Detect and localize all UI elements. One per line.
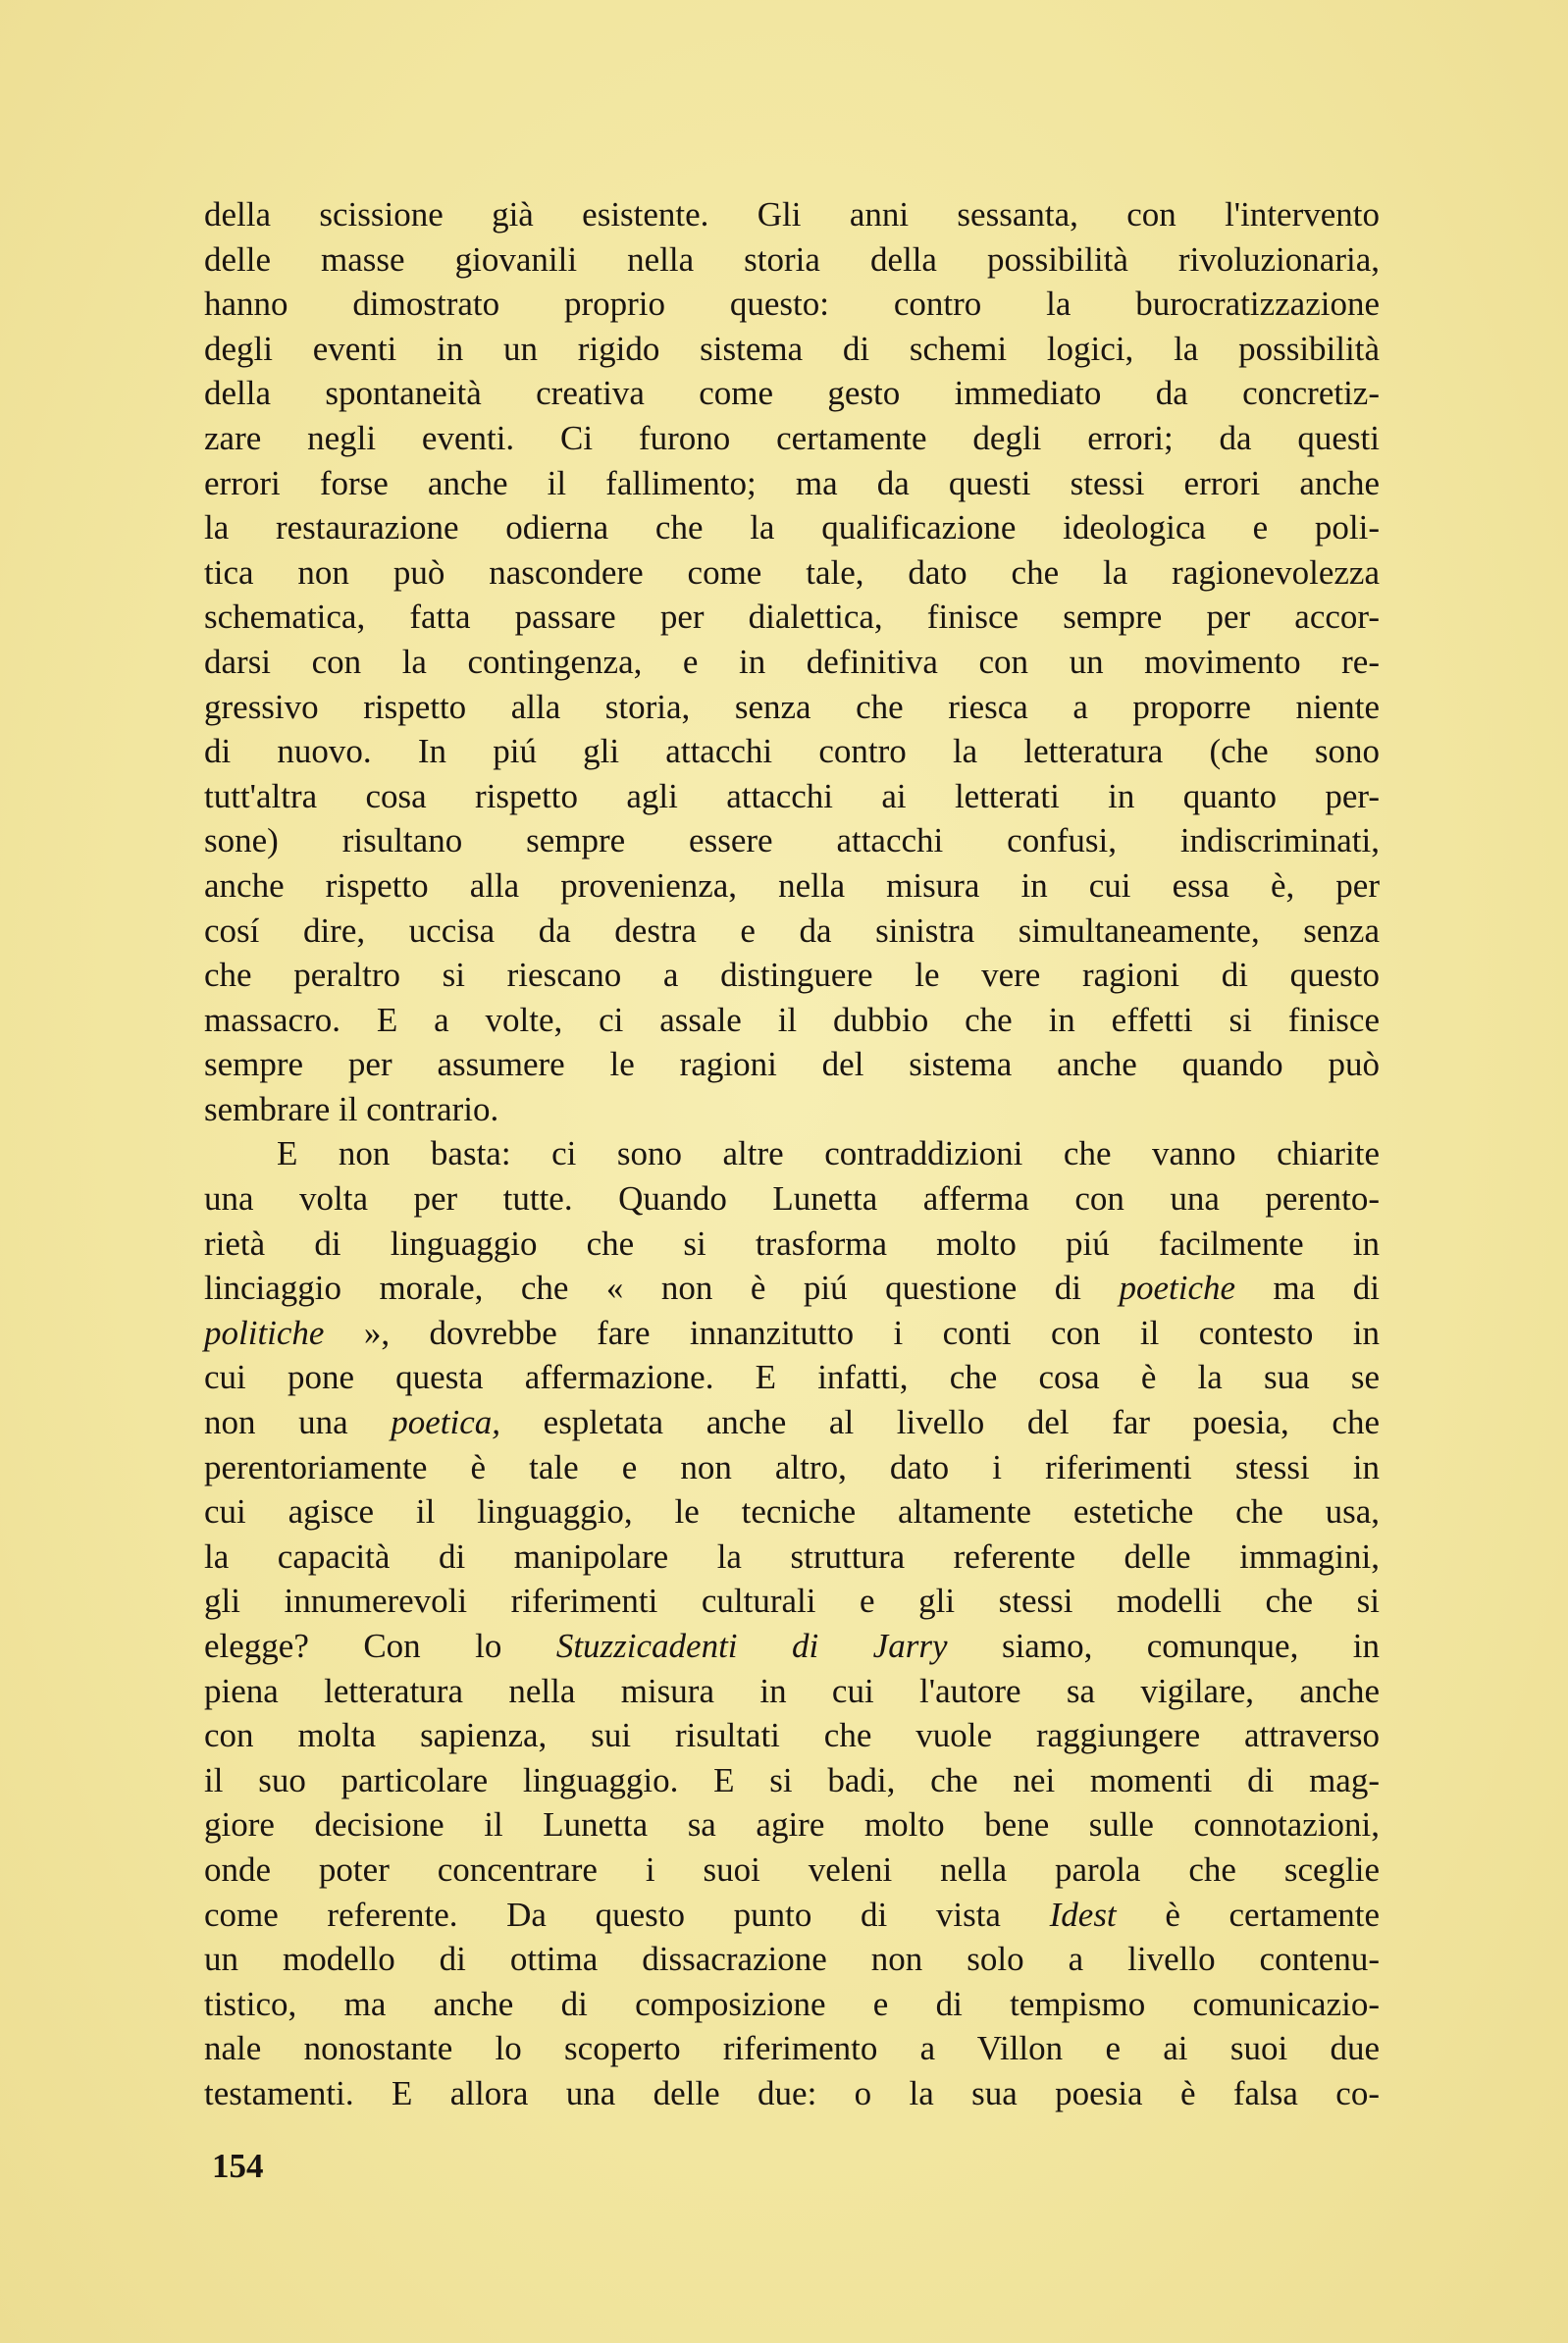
text-segment: linciaggio morale, che « non è piú questione di bbox=[204, 1269, 1120, 1308]
text-line: sone) risultano sempre essere attacchi confusi, indiscriminati, bbox=[204, 821, 1380, 860]
text-line bbox=[204, 1266, 1380, 1311]
text-line: tistico, ma anche di composizione e di tempismo comunicazio- bbox=[204, 1984, 1380, 2023]
italic-term: poetica, bbox=[391, 1403, 501, 1442]
text-line: hanno dimostrato proprio questo: contro la burocratizzazione bbox=[204, 285, 1380, 324]
text-line: con molta sapienza, sui risultati che vuole raggiungere attraverso bbox=[204, 1716, 1380, 1755]
text-line: tica non può nascondere come tale, dato che la ragionevolezza bbox=[204, 552, 1380, 592]
text-segment: è certamente bbox=[1116, 1895, 1380, 1934]
text-line: rietà di linguaggio che si trasforma molto piú facilmente in bbox=[204, 1224, 1380, 1263]
text-segment: espletata anche al livello del far poesia, che bbox=[500, 1403, 1380, 1442]
text-line: nale nonostante lo scoperto riferimento a Villon e ai suoi due bbox=[204, 2029, 1380, 2068]
italic-title: Stuzzicadenti di Jarry bbox=[555, 1627, 948, 1665]
text-line: piena letteratura nella misura in cui l'autore sa vigilare, anche bbox=[204, 1671, 1380, 1710]
text-segment: elegge? Con lo bbox=[204, 1627, 556, 1665]
text-line: il suo particolare linguaggio. E si badi, che nei momenti di mag- bbox=[204, 1760, 1380, 1799]
text-line: schematica, fatta passare per dialettica, finisce sempre per accor- bbox=[204, 598, 1380, 637]
text-line: un modello di ottima dissacrazione non solo a livello contenu- bbox=[204, 1940, 1380, 1979]
text-segment: », dovrebbe fare innanzitutto i conti con il contesto in bbox=[324, 1313, 1380, 1352]
italic-term: poetiche bbox=[1119, 1269, 1236, 1308]
text-line: sembrare il contrario. bbox=[204, 1089, 499, 1128]
text-line: la capacità di manipolare la struttura referente delle immagini, bbox=[204, 1536, 1380, 1576]
italic-term: politiche bbox=[204, 1313, 325, 1352]
italic-title: Idest bbox=[1049, 1895, 1117, 1934]
text-line: degli eventi in un rigido sistema di schemi logici, la possibilità bbox=[204, 329, 1380, 368]
page-number: 154 bbox=[212, 2147, 264, 2185]
text-line: la restaurazione odierna che la qualificazione ideologica e poli- bbox=[204, 508, 1380, 547]
text-line: della spontaneità creativa come gesto immediato da concretiz- bbox=[204, 374, 1380, 413]
text-line bbox=[204, 1400, 1380, 1445]
text-line bbox=[204, 1624, 1380, 1669]
text-line: zare negli eventi. Ci furono certamente degli errori; da questi bbox=[204, 418, 1380, 457]
text-line: della scissione già esistente. Gli anni sessanta, con l'intervento bbox=[204, 195, 1380, 234]
text-line: giore decisione il Lunetta sa agire molto bene sulle connotazioni, bbox=[204, 1805, 1380, 1845]
text-segment: non una bbox=[204, 1403, 392, 1442]
text-line: cosí dire, uccisa da destra e da sinistra simultaneamente, senza bbox=[204, 911, 1380, 950]
text-line: perentoriamente è tale e non altro, dato i riferimenti stessi in bbox=[204, 1447, 1380, 1486]
text-line: sempre per assumere le ragioni del sistema anche quando può bbox=[204, 1045, 1380, 1084]
text-line: di nuovo. In piú gli attacchi contro la letteratura (che sono bbox=[204, 732, 1380, 771]
text-line: E non basta: ci sono altre contraddizioni che vanno chiarite bbox=[277, 1134, 1380, 1173]
body-text bbox=[204, 192, 1380, 2116]
text-line: onde poter concentrare i suoi veleni nella parola che sceglie bbox=[204, 1849, 1380, 1889]
text-segment: come referente. Da questo punto di vista bbox=[204, 1895, 1050, 1934]
text-line: anche rispetto alla provenienza, nella misura in cui essa è, per bbox=[204, 865, 1380, 905]
text-line: darsi con la contingenza, e in definitiva con un movimento re- bbox=[204, 642, 1380, 681]
text-line: cui agisce il linguaggio, le tecniche altamente estetiche che usa, bbox=[204, 1492, 1380, 1532]
text-line: gli innumerevoli riferimenti culturali e gli stessi modelli che si bbox=[204, 1582, 1380, 1621]
text-line: tutt'altra cosa rispetto agli attacchi ai letterati in quanto per- bbox=[204, 776, 1380, 815]
text-line bbox=[204, 1893, 1380, 1938]
text-line: cui pone questa affermazione. E infatti, che cosa è la sua se bbox=[204, 1358, 1380, 1397]
text-line: gressivo rispetto alla storia, senza che riesca a proporre niente bbox=[204, 687, 1380, 726]
text-line: che peraltro si riescano a distinguere le vere ragioni di questo bbox=[204, 956, 1380, 995]
text-line: una volta per tutte. Quando Lunetta afferma con una perento- bbox=[204, 1179, 1380, 1219]
text-segment: ma di bbox=[1235, 1269, 1380, 1308]
text-line: errori forse anche il fallimento; ma da questi stessi errori anche bbox=[204, 463, 1380, 502]
text-line: testamenti. E allora una delle due: o la sua poesia è falsa co- bbox=[204, 2073, 1380, 2112]
text-line: delle masse giovanili nella storia della possibilità rivoluzionaria, bbox=[204, 239, 1380, 279]
text-line: massacro. E a volte, ci assale il dubbio che in effetti si finisce bbox=[204, 1000, 1380, 1039]
text-segment: siamo, comunque, in bbox=[947, 1627, 1381, 1665]
text-line bbox=[204, 1311, 1380, 1356]
